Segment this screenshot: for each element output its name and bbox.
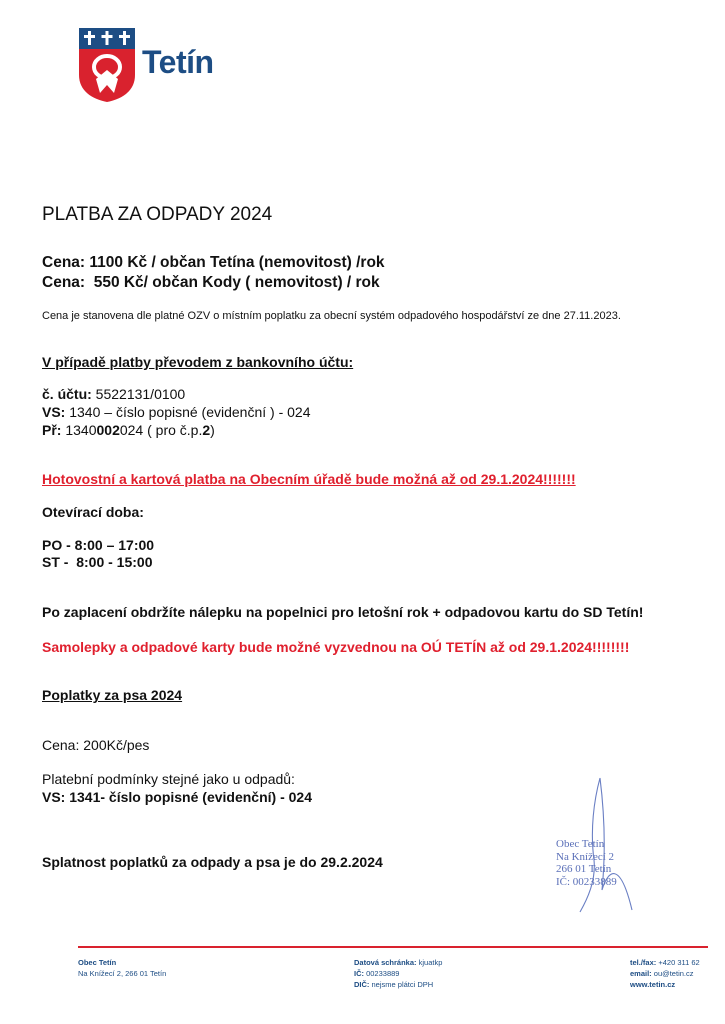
official-stamp: Obec Tetín Na Knížecí 2 266 01 Tetín IČ: 00233889	[556, 838, 617, 888]
bank-transfer-heading: V případě platby převodem z bankovního účtu:	[42, 354, 354, 370]
tetin-coat-of-arms-logo	[78, 27, 136, 103]
payment-due-date: Splatnost poplatků za odpady a psa je do 29.2.2024	[42, 854, 383, 870]
page-title: PLATBA ZA ODPADY 2024	[42, 204, 273, 225]
price-line-kody: Cena: 550 Kč/ občan Kody ( nemovitost) / rok	[42, 274, 380, 291]
footer-divider	[78, 946, 708, 948]
opening-hours-wednesday: ST - 8:00 - 15:00	[42, 554, 153, 570]
price-note: Cena je stanovena dle platné OZV o místním poplatku za obecní systém odpadového hospodářství ze dne 27.11.2023.	[42, 310, 621, 322]
footer-contact: tel./fax: +420 311 62 email: ou@tetin.cz www.tetin.cz	[630, 958, 700, 989]
brand-name: Tetín	[142, 44, 214, 80]
cash-payment-notice: Hotovostní a kartová platba na Obecním úřadě bude možná až od 29.1.2024!!!!!!!	[42, 471, 576, 487]
variable-symbol-line: VS: 1340 – číslo popisné (evidenční ) - 024	[42, 404, 311, 420]
dog-payment-terms: Platební podmínky stejné jako u odpadů:	[42, 771, 295, 787]
sticker-pickup-notice: Samolepky a odpadové karty bude možné vyzvednou na OÚ TETÍN až od 29.1.2024!!!!!!!!	[42, 639, 630, 655]
website-link[interactable]: www.tetin.cz	[630, 980, 676, 989]
dog-fee-price: Cena: 200Kč/pes	[42, 737, 150, 753]
opening-hours-monday: PO - 8:00 – 17:00	[42, 537, 155, 553]
footer-address: Obec Tetín Na Knížecí 2, 266 01 Tetín	[78, 958, 167, 978]
opening-hours-heading: Otevírací doba:	[42, 504, 144, 520]
footer-ids: Datová schránka: kjuatkp IČ: 00233889 DIČ: nejsme plátci DPH	[354, 958, 443, 989]
sticker-info: Po zaplacení obdržíte nálepku na popelnici pro letošní rok + odpadovou kartu do SD Tetín!	[42, 604, 644, 620]
example-line: Př: 1340002024 ( pro č.p.2)	[42, 422, 215, 438]
account-number-line: č. účtu: 5522131/0100	[42, 386, 186, 402]
dog-variable-symbol: VS: 1341- číslo popisné (evidenční) - 024	[42, 789, 312, 805]
price-line-tetin: Cena: 1100 Kč / občan Tetína (nemovitost) /rok	[42, 254, 385, 271]
dog-fees-heading: Poplatky za psa 2024	[42, 687, 183, 703]
